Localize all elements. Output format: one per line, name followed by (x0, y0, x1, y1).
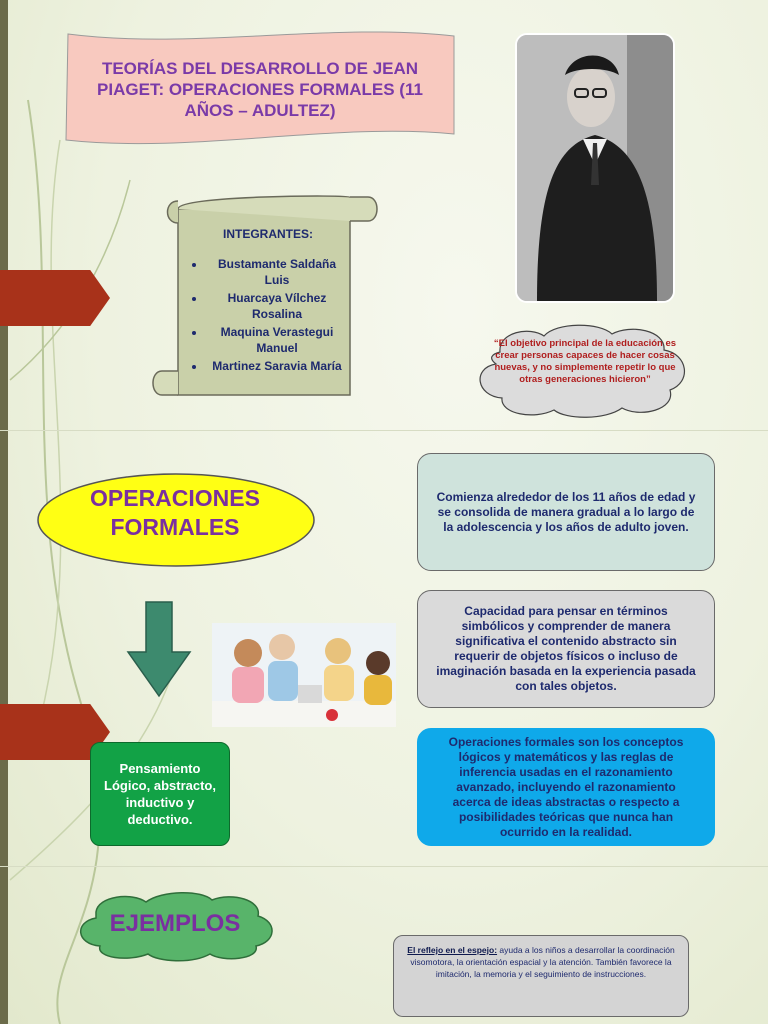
section-divider (0, 866, 768, 867)
members-panel (188, 226, 348, 376)
piaget-portrait (515, 33, 675, 303)
examples-heading: EJEMPLOS (109, 910, 241, 937)
piaget-quote: “El objetivo principal de la educación es crear personas capaces de hacer cosas nuevas, y no simplemente repetir lo que otras generaciones hicieron” (493, 338, 677, 385)
definition-info-box: Operaciones formales son los conceptos lógicos y matemáticos y las reglas de inferencia usadas en el razonamiento avanzado, incluyendo el razonamiento acerca de ideas abstractas o respecto a posibilidades teóricas que nunca han ocurrido en la realidad. (417, 728, 715, 846)
members-list (188, 256, 348, 374)
member-item: • Maquina Verastegui Manuel (206, 324, 348, 356)
operaciones-heading: OPERACIONES FORMALES (90, 485, 260, 540)
member-item: • Bustamante Saldaña Luis (206, 256, 348, 288)
example-text: ayuda a los niños a desarrollar la coordinación visomotora, la orientación espacial y la atención. También favorece la imitación, la memoria y el seguimiento de instrucciones. (410, 945, 675, 979)
example-label: El reflejo en el espejo: (407, 945, 498, 955)
member-item: • Martinez Saravia María (206, 358, 348, 374)
member-item: • Huarcaya Vílchez Rosalina (206, 290, 348, 322)
members-heading: INTEGRANTES: (223, 227, 313, 241)
age-info-box: Comienza alrededor de los 11 años de edad y se consolida de manera gradual a lo largo de la adolescencia y los años de adulto joven. (417, 453, 715, 571)
students-photo (212, 623, 396, 727)
down-arrow-icon (126, 600, 192, 698)
capacity-info-box: Capacidad para pensar en términos simbólicos y comprender de manera significativa el contenido abstracto sin requerir de objetos físicos o incluso de imaginación basada en la experiencia pasada con tales objetos. (417, 590, 715, 708)
section-divider (0, 430, 768, 431)
arrow-tab (0, 270, 110, 326)
thinking-box: Pensamiento Lógico, abstracto, inductivo y deductivo. (90, 742, 230, 846)
page-title: TEORÍAS DEL DESARROLLO DE JEAN PIAGET: OPERACIONES FORMALES (11 AÑOS – ADULTEZ) (97, 59, 423, 120)
example-box (393, 935, 689, 1017)
